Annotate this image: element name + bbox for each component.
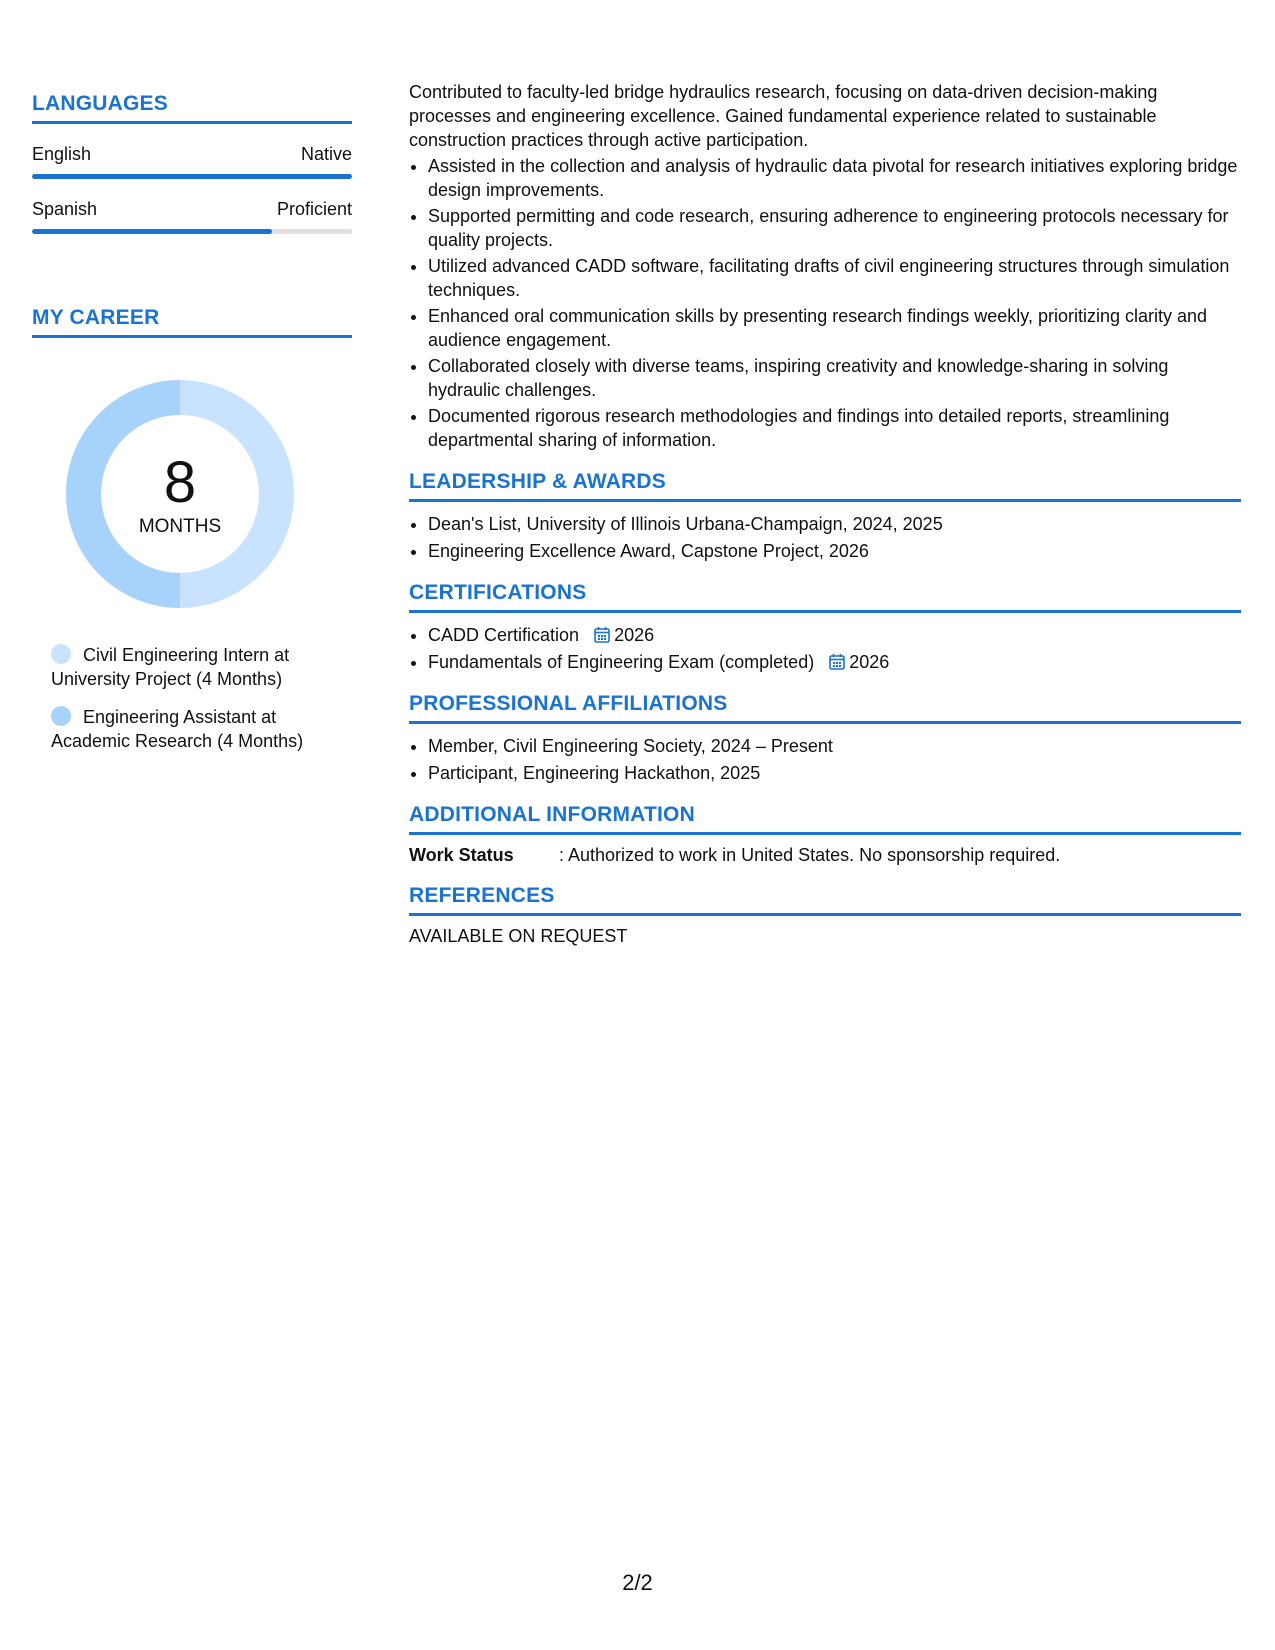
language-bar-fill: [32, 229, 272, 234]
legend-item: [51, 643, 341, 691]
certification-year: 2026: [614, 625, 655, 645]
career-donut: [66, 380, 294, 608]
list-item: • Assisted in the collection and analysis of hydraulic data pivotal for research initiatives exploring bridge design improvements.: [428, 154, 1241, 202]
language-name: English: [32, 144, 92, 164]
calendar-icon: [594, 626, 610, 643]
calendar-icon: [829, 653, 845, 670]
references-section: [409, 884, 1241, 947]
additional-info-title: ADDITIONAL INFORMATION: [409, 803, 1241, 835]
list-item: • Documented rigorous research methodologies and findings into detailed reports, streamlining departmental sharing of information.: [428, 404, 1241, 452]
language-item: [32, 144, 352, 179]
certifications-section: [409, 581, 1241, 674]
language-bar-fill: [32, 174, 352, 179]
list-item: • Participant, Engineering Hackathon, 2025: [428, 761, 1241, 785]
legend-item: [51, 705, 341, 753]
career-total-value: 8: [163, 450, 197, 515]
list-item: • Supported permitting and code research, ensuring adherence to engineering protocols necessary for quality projects.: [428, 204, 1241, 252]
certification-name: CADD Certification: [428, 625, 580, 645]
language-bar: [32, 229, 352, 234]
career-title: MY CAREER: [32, 306, 352, 338]
work-status-value: : Authorized to work in United States. No sponsorship required.: [559, 845, 1061, 865]
main-content: [409, 80, 1241, 947]
certification-name: Fundamentals of Engineering Exam (completed): [428, 652, 815, 672]
references-title: REFERENCES: [409, 884, 1241, 916]
work-status-label: Work Status: [409, 845, 514, 865]
leadership-title: LEADERSHIP & AWARDS: [409, 470, 1241, 502]
additional-info-section: [409, 803, 1241, 866]
list-item: [428, 650, 1241, 674]
legend-dot: [51, 644, 71, 664]
language-level: Native: [300, 144, 352, 164]
legend-label: Civil Engineering Intern at University Project (4 Months): [51, 645, 290, 689]
language-bar: [32, 174, 352, 179]
experience-bullets: [409, 154, 1241, 452]
leadership-section: [409, 470, 1241, 563]
list-item: [428, 623, 1241, 647]
language-name: Spanish: [32, 199, 98, 219]
work-status-row: [409, 845, 1241, 866]
career-total-unit: MONTHS: [138, 516, 222, 537]
language-level: Proficient: [276, 199, 352, 219]
list-item: • Enhanced oral communication skills by presenting research findings weekly, prioritizing clarity and audience engagement.: [428, 304, 1241, 352]
page-number: 2/2: [622, 1570, 653, 1595]
list-item: • Dean's List, University of Illinois Urbana-Champaign, 2024, 2025: [428, 512, 1241, 536]
certification-year: 2026: [849, 652, 890, 672]
list-item: • Engineering Excellence Award, Capstone Project, 2026: [428, 539, 1241, 563]
language-item: [32, 199, 352, 234]
affiliations-section: [409, 692, 1241, 785]
sidebar: [32, 92, 352, 767]
experience-summary: Contributed to faculty-led bridge hydraulics research, focusing on data-driven decision-making processes and engineering excellence. Gained fundamental experience related to sustainable construction practices through active participation.: [409, 82, 1158, 150]
references-text: AVAILABLE ON REQUEST: [409, 926, 628, 946]
list-item: • Utilized advanced CADD software, facilitating drafts of civil engineering structures through simulation techniques.: [428, 254, 1241, 302]
legend-dot: [51, 706, 71, 726]
affiliations-title: PROFESSIONAL AFFILIATIONS: [409, 692, 1241, 724]
list-item: • Collaborated closely with diverse teams, inspiring creativity and knowledge-sharing in solving hydraulic challenges.: [428, 354, 1241, 402]
legend-label: Engineering Assistant at Academic Research (4 Months): [51, 707, 304, 751]
languages-title: LANGUAGES: [32, 92, 352, 124]
certifications-title: CERTIFICATIONS: [409, 581, 1241, 613]
list-item: • Member, Civil Engineering Society, 2024 – Present: [428, 734, 1241, 758]
career-legend: [51, 643, 341, 753]
